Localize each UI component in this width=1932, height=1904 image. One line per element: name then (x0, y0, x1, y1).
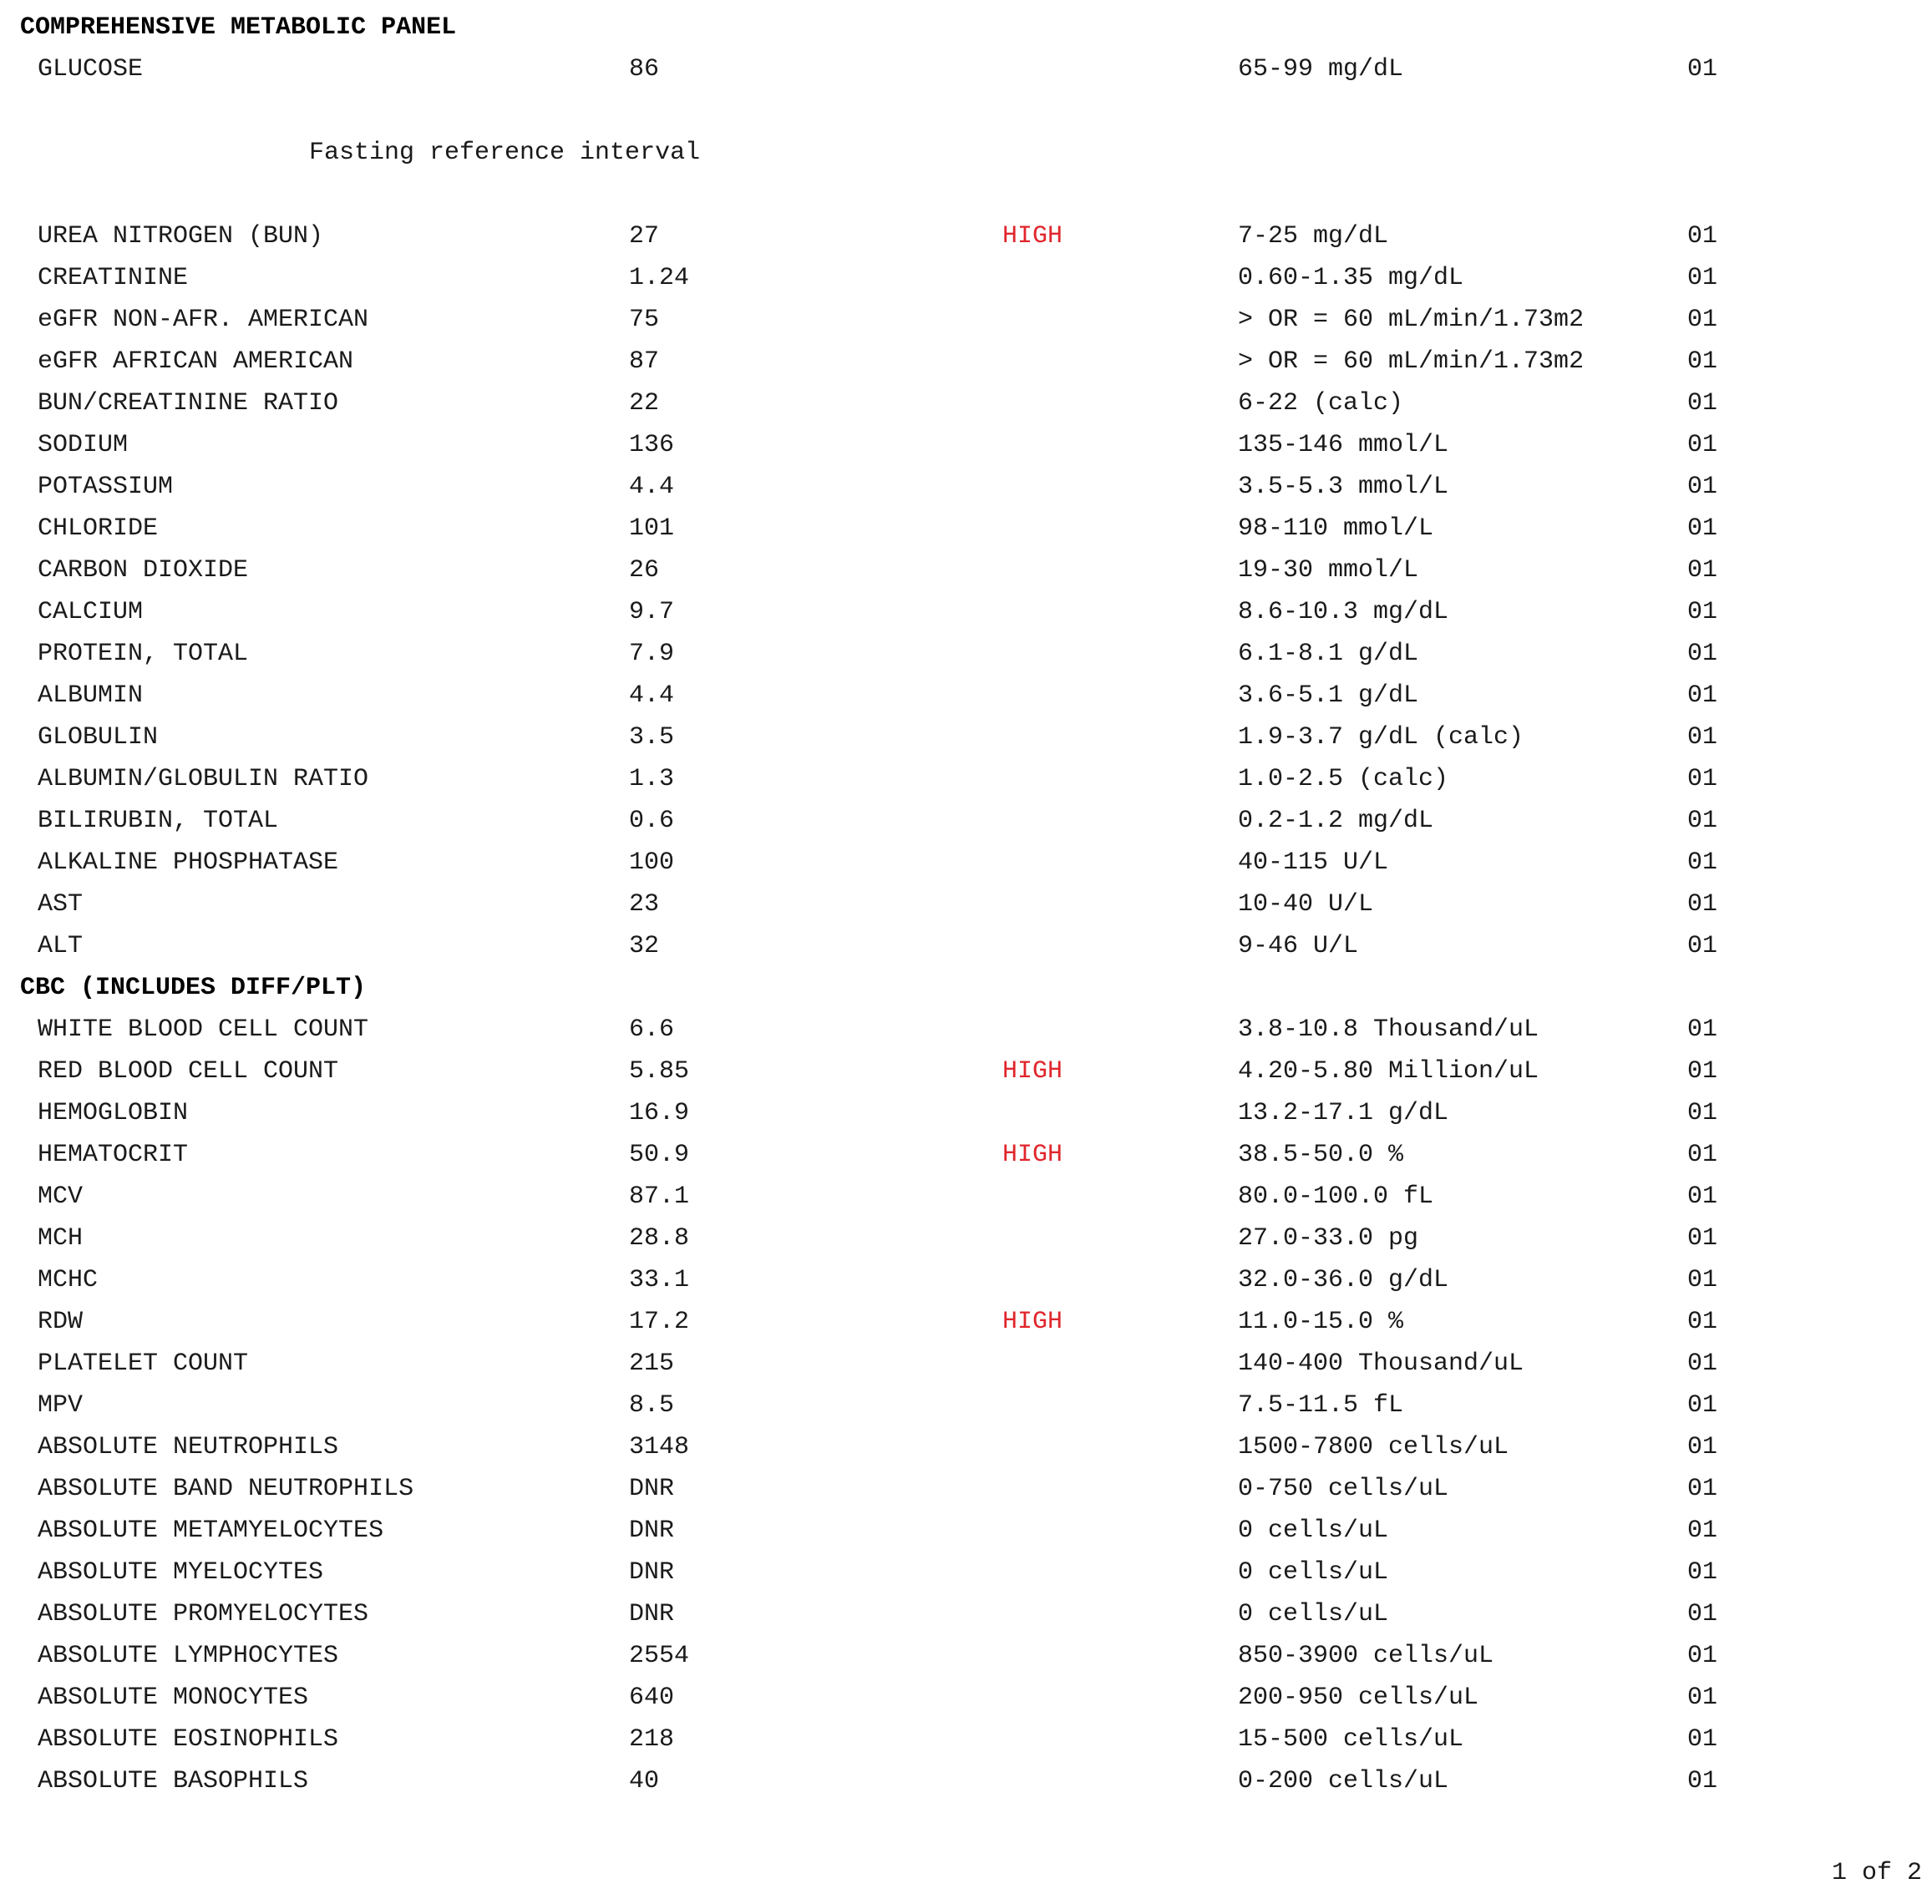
reference-range: 32.0-36.0 g/dL (1238, 1266, 1449, 1294)
reference-range: 7.5-11.5 fL (1238, 1391, 1404, 1420)
lab-code: 01 (1687, 681, 1718, 710)
flag-high: HIGH (1002, 1308, 1063, 1336)
result-value: 215 (629, 1350, 675, 1378)
result-value: 75 (629, 306, 660, 334)
reference-range: 135-146 mmol/L (1238, 431, 1449, 459)
lab-code: 01 (1687, 1517, 1718, 1545)
test-name: MCHC (38, 1266, 99, 1294)
result-value: 100 (629, 848, 675, 877)
section-title: COMPREHENSIVE METABOLIC PANEL (20, 13, 457, 42)
result-row (0, 717, 1932, 758)
result-value: 22 (629, 389, 660, 418)
test-name: PLATELET COUNT (38, 1350, 249, 1378)
test-name: ABSOLUTE BAND NEUTROPHILS (38, 1475, 414, 1503)
lab-code: 01 (1687, 1391, 1718, 1420)
test-name: ABSOLUTE MONOCYTES (38, 1684, 309, 1712)
result-value: 136 (629, 431, 675, 459)
result-row (0, 1760, 1932, 1802)
result-row (0, 842, 1932, 884)
result-value: 218 (629, 1725, 675, 1754)
test-name: POTASSIUM (38, 473, 174, 501)
result-row (0, 591, 1932, 633)
reference-range: 27.0-33.0 pg (1238, 1224, 1419, 1253)
result-value: 1.3 (629, 765, 675, 793)
result-row (0, 1134, 1932, 1176)
result-row (0, 215, 1932, 257)
test-name: ALBUMIN/GLOBULIN RATIO (38, 765, 369, 793)
result-row (0, 1677, 1932, 1719)
result-value: DNR (629, 1475, 675, 1503)
test-name: CHLORIDE (38, 514, 159, 543)
test-name: ABSOLUTE MYELOCYTES (38, 1558, 324, 1587)
test-name: HEMATOCRIT (38, 1141, 189, 1169)
reference-range: 6.1-8.1 g/dL (1238, 640, 1419, 668)
test-name: ALT (38, 932, 84, 960)
result-value: 87 (629, 347, 660, 376)
result-value: 16.9 (629, 1099, 690, 1127)
reference-range: 9-46 U/L (1238, 932, 1359, 960)
reference-range: 11.0-15.0 % (1238, 1308, 1404, 1336)
test-name: ABSOLUTE NEUTROPHILS (38, 1433, 339, 1461)
test-name: ABSOLUTE METAMYELOCYTES (38, 1517, 384, 1545)
lab-code: 01 (1687, 431, 1718, 459)
reference-range: 10-40 U/L (1238, 890, 1374, 919)
test-name: ABSOLUTE PROMYELOCYTES (38, 1600, 369, 1628)
reference-range: 40-115 U/L (1238, 848, 1389, 877)
result-row (0, 1176, 1932, 1218)
test-name: WHITE BLOOD CELL COUNT (38, 1015, 369, 1044)
lab-code: 01 (1687, 1475, 1718, 1503)
result-row (0, 1092, 1932, 1134)
result-row (0, 1259, 1932, 1301)
result-value: 32 (629, 932, 660, 960)
test-name: ALBUMIN (38, 681, 144, 710)
reference-range: 0 cells/uL (1238, 1600, 1389, 1628)
result-value: 28.8 (629, 1224, 690, 1253)
result-row (0, 382, 1932, 424)
reference-range: 0 cells/uL (1238, 1558, 1389, 1587)
reference-note: Fasting reference interval (309, 139, 701, 167)
lab-code: 01 (1687, 306, 1718, 334)
result-value: 9.7 (629, 598, 675, 626)
reference-range: > OR = 60 mL/min/1.73m2 (1238, 306, 1585, 334)
test-name: MPV (38, 1391, 84, 1420)
test-name: ABSOLUTE LYMPHOCYTES (38, 1642, 339, 1670)
result-row (0, 257, 1932, 299)
lab-code: 01 (1687, 222, 1718, 251)
lab-code: 01 (1687, 1725, 1718, 1754)
reference-range: 0-200 cells/uL (1238, 1767, 1449, 1795)
flag-high: HIGH (1002, 1141, 1063, 1169)
result-value: 0.6 (629, 807, 675, 835)
result-row (0, 466, 1932, 508)
result-row (0, 1343, 1932, 1385)
reference-range: > OR = 60 mL/min/1.73m2 (1238, 347, 1585, 376)
test-name: ABSOLUTE EOSINOPHILS (38, 1725, 339, 1754)
test-name: RED BLOOD CELL COUNT (38, 1057, 339, 1086)
lab-code: 01 (1687, 1266, 1718, 1294)
lab-code: 01 (1687, 1600, 1718, 1628)
lab-code: 01 (1687, 848, 1718, 877)
result-value: 27 (629, 222, 660, 251)
result-row (0, 633, 1932, 675)
result-value: 87.1 (629, 1182, 690, 1211)
lab-code: 01 (1687, 723, 1718, 752)
result-value: 1.24 (629, 264, 690, 292)
reference-range: 0-750 cells/uL (1238, 1475, 1449, 1503)
reference-range: 8.6-10.3 mg/dL (1238, 598, 1449, 626)
result-value: 4.4 (629, 681, 675, 710)
reference-range: 65-99 mg/dL (1238, 55, 1404, 84)
test-name: CARBON DIOXIDE (38, 556, 249, 585)
result-row (0, 1593, 1932, 1635)
lab-code: 01 (1687, 1057, 1718, 1086)
result-value: 8.5 (629, 1391, 675, 1420)
lab-code: 01 (1687, 55, 1718, 84)
lab-code: 01 (1687, 347, 1718, 376)
lab-code: 01 (1687, 1224, 1718, 1253)
lab-code: 01 (1687, 1015, 1718, 1044)
page-number: 1 of 2 (1832, 1859, 1923, 1887)
test-name: BUN/CREATININE RATIO (38, 389, 339, 418)
result-row (0, 299, 1932, 341)
result-row (0, 508, 1932, 549)
lab-code: 01 (1687, 389, 1718, 418)
test-name: MCV (38, 1182, 84, 1211)
test-name: CREATININE (38, 264, 189, 292)
lab-code: 01 (1687, 1558, 1718, 1587)
reference-range: 850-3900 cells/uL (1238, 1642, 1494, 1670)
result-value: 23 (629, 890, 660, 919)
lab-code: 01 (1687, 264, 1718, 292)
lab-code: 01 (1687, 1433, 1718, 1461)
result-row (0, 1468, 1932, 1510)
result-row (0, 48, 1932, 90)
test-name: AST (38, 890, 84, 919)
reference-range: 3.6-5.1 g/dL (1238, 681, 1419, 710)
reference-range: 0.2-1.2 mg/dL (1238, 807, 1434, 835)
reference-range: 3.5-5.3 mmol/L (1238, 473, 1449, 501)
lab-code: 01 (1687, 807, 1718, 835)
test-name: ALKALINE PHOSPHATASE (38, 848, 339, 877)
reference-range: 1.9-3.7 g/dL (calc) (1238, 723, 1524, 752)
result-value: 5.85 (629, 1057, 690, 1086)
test-name: ABSOLUTE BASOPHILS (38, 1767, 309, 1795)
lab-code: 01 (1687, 1767, 1718, 1795)
result-value: DNR (629, 1558, 675, 1587)
result-row (0, 1552, 1932, 1593)
result-value: 4.4 (629, 473, 675, 501)
flag-high: HIGH (1002, 222, 1063, 251)
result-row (0, 1009, 1932, 1051)
lab-code: 01 (1687, 1350, 1718, 1378)
result-row (0, 1719, 1932, 1760)
result-row (0, 1301, 1932, 1343)
test-name: eGFR AFRICAN AMERICAN (38, 347, 354, 376)
result-value: 7.9 (629, 640, 675, 668)
test-name: RDW (38, 1308, 84, 1336)
reference-range: 200-950 cells/uL (1238, 1684, 1479, 1712)
result-value: 86 (629, 55, 660, 84)
reference-range: 15-500 cells/uL (1238, 1725, 1464, 1754)
result-value: 17.2 (629, 1308, 690, 1336)
result-row (0, 341, 1932, 382)
result-value: 101 (629, 514, 675, 543)
result-row (0, 1385, 1932, 1426)
result-value: 26 (629, 556, 660, 585)
lab-code: 01 (1687, 1141, 1718, 1169)
result-value: 2554 (629, 1642, 690, 1670)
reference-range: 0.60-1.35 mg/dL (1238, 264, 1464, 292)
reference-range: 38.5-50.0 % (1238, 1141, 1404, 1169)
lab-code: 01 (1687, 890, 1718, 919)
result-row (0, 1635, 1932, 1677)
result-row (0, 800, 1932, 842)
result-value: 50.9 (629, 1141, 690, 1169)
reference-range: 3.8-10.8 Thousand/uL (1238, 1015, 1539, 1044)
result-row (0, 1051, 1932, 1092)
reference-range: 4.20-5.80 Million/uL (1238, 1057, 1539, 1086)
reference-range: 98-110 mmol/L (1238, 514, 1434, 543)
result-value: 6.6 (629, 1015, 675, 1044)
result-value: 40 (629, 1767, 660, 1795)
lab-code: 01 (1687, 1642, 1718, 1670)
lab-code: 01 (1687, 473, 1718, 501)
reference-range: 1.0-2.5 (calc) (1238, 765, 1449, 793)
lab-code: 01 (1687, 598, 1718, 626)
test-name: GLOBULIN (38, 723, 159, 752)
reference-range: 140-400 Thousand/uL (1238, 1350, 1524, 1378)
result-row (0, 1510, 1932, 1552)
result-row (0, 884, 1932, 925)
reference-range: 19-30 mmol/L (1238, 556, 1419, 585)
result-row (0, 925, 1932, 967)
test-name: HEMOGLOBIN (38, 1099, 189, 1127)
lab-code: 01 (1687, 1308, 1718, 1336)
test-name: SODIUM (38, 431, 129, 459)
reference-range: 80.0-100.0 fL (1238, 1182, 1434, 1211)
reference-range: 6-22 (calc) (1238, 389, 1404, 418)
result-value: DNR (629, 1517, 675, 1545)
result-row (0, 758, 1932, 800)
result-row (0, 549, 1932, 591)
lab-code: 01 (1687, 640, 1718, 668)
result-row (0, 424, 1932, 466)
test-name: BILIRUBIN, TOTAL (38, 807, 279, 835)
result-value: DNR (629, 1600, 675, 1628)
reference-range: 0 cells/uL (1238, 1517, 1389, 1545)
lab-code: 01 (1687, 1684, 1718, 1712)
lab-code: 01 (1687, 932, 1718, 960)
test-name: UREA NITROGEN (BUN) (38, 222, 324, 251)
result-row (0, 1218, 1932, 1259)
lab-code: 01 (1687, 765, 1718, 793)
test-name: GLUCOSE (38, 55, 144, 84)
test-name: MCH (38, 1224, 84, 1253)
flag-high: HIGH (1002, 1057, 1063, 1086)
lab-code: 01 (1687, 514, 1718, 543)
result-value: 3.5 (629, 723, 675, 752)
test-name: eGFR NON-AFR. AMERICAN (38, 306, 369, 334)
lab-code: 01 (1687, 556, 1718, 585)
lab-code: 01 (1687, 1182, 1718, 1211)
test-name: PROTEIN, TOTAL (38, 640, 249, 668)
lab-code: 01 (1687, 1099, 1718, 1127)
reference-range: 13.2-17.1 g/dL (1238, 1099, 1449, 1127)
result-value: 3148 (629, 1433, 690, 1461)
result-row (0, 1426, 1932, 1468)
reference-range: 1500-7800 cells/uL (1238, 1433, 1509, 1461)
test-name: CALCIUM (38, 598, 144, 626)
result-value: 33.1 (629, 1266, 690, 1294)
result-row (0, 675, 1932, 717)
result-value: 640 (629, 1684, 675, 1712)
reference-range: 7-25 mg/dL (1238, 222, 1389, 251)
section-title: CBC (INCLUDES DIFF/PLT) (20, 974, 367, 1002)
